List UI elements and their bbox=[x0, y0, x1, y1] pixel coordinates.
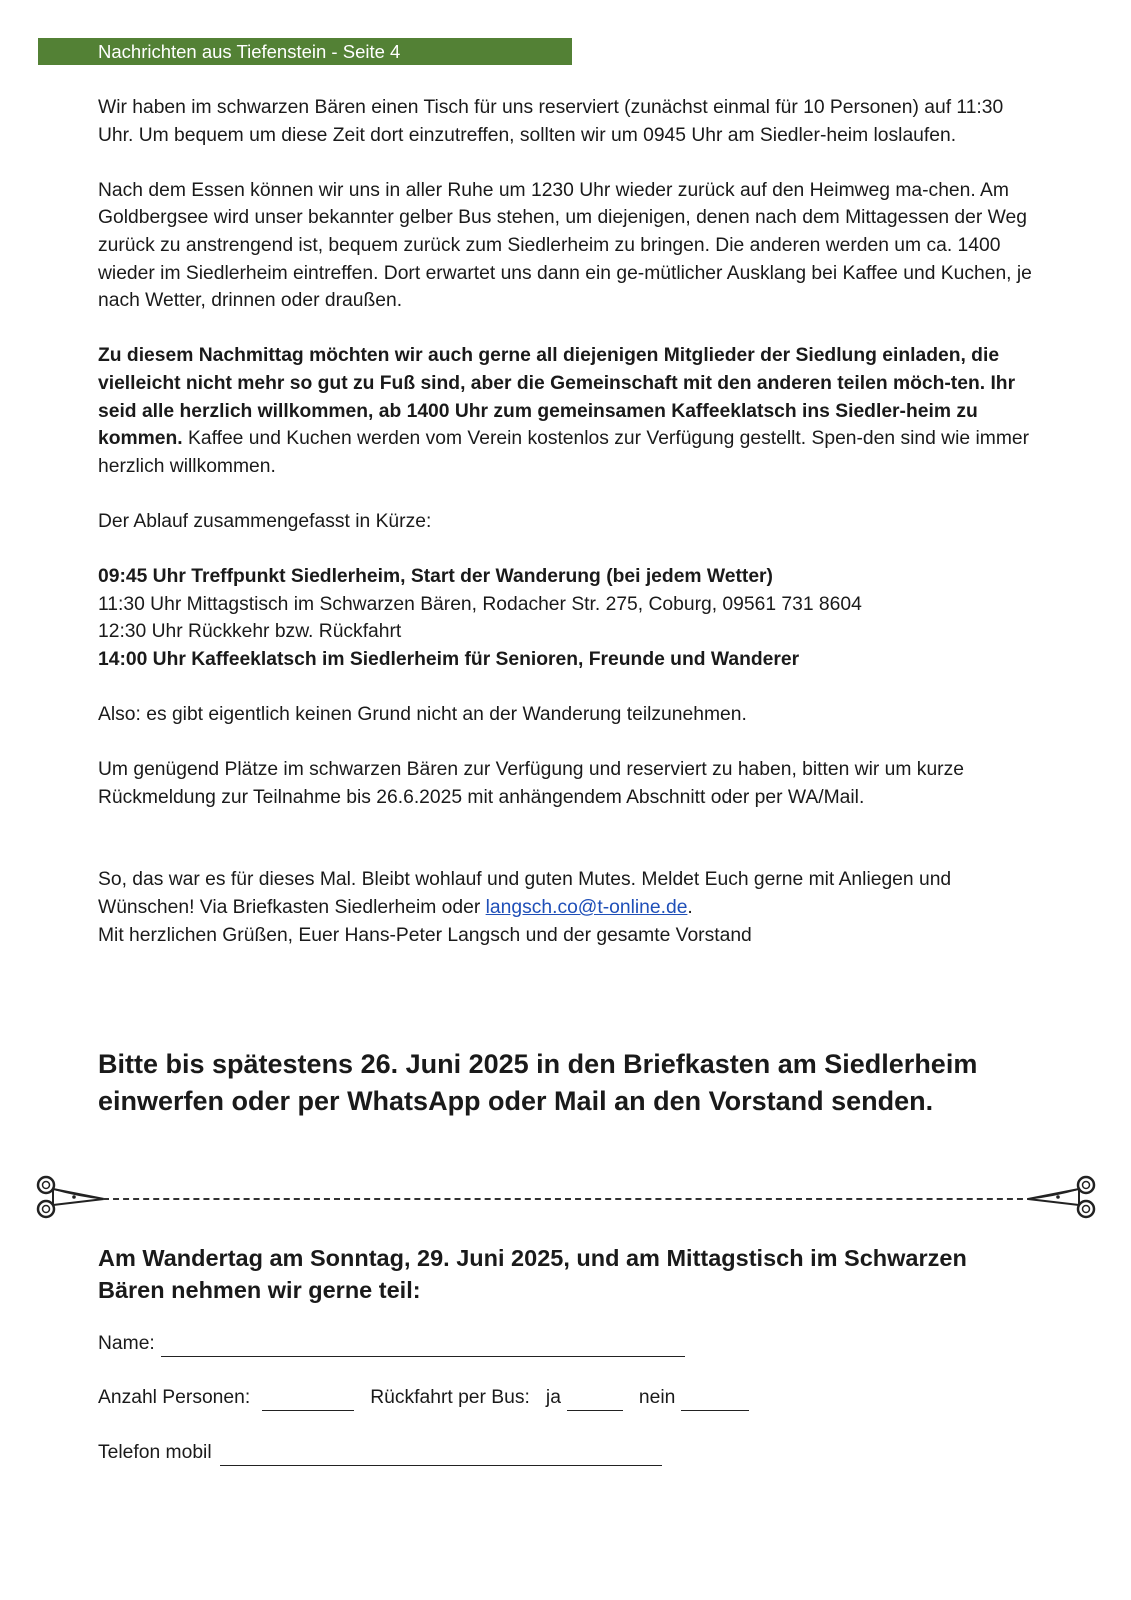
paragraph-no-reason: Also: es gibt eigentlich keinen Grund nicht an der Wanderung teilzunehmen. bbox=[98, 704, 747, 726]
paragraph-closing: So, das war es für dieses Mal. Bleibt wohlauf und guten Mutes. Meldet Euch gerne mit Anliegen und Wünschen! Via Briefkasten Siedlerheim oder langsch.co@t-online.de. bbox=[98, 869, 952, 919]
persons-field[interactable] bbox=[262, 1390, 354, 1411]
persons-row bbox=[98, 1384, 749, 1411]
invitation-bold: Zu diesem Nachmittag möchten wir auch gerne all diejenigen Mitglieder der Siedlung einladen, die vielleicht nicht mehr so gut zu Fuß sind, aber die Gemeinschaft mit den anderen teilen möch-ten. Ihr seid alle herzlich willkommen, ab 1400 Uhr zum gemeinsamen Kaffeeklatsch ins Siedler-heim zu kommen. bbox=[98, 345, 1016, 450]
email-link[interactable]: langsch.co@t-online.de bbox=[485, 897, 688, 919]
yes-field[interactable] bbox=[567, 1390, 623, 1411]
schedule-item: 12:30 Uhr Rückkehr bzw. Rückfahrt bbox=[98, 621, 402, 643]
cut-line bbox=[103, 1198, 1033, 1200]
persons-label: Anzahl Personen: bbox=[98, 1387, 251, 1408]
name-row bbox=[98, 1330, 685, 1357]
signature-line: Mit herzlichen Grüßen, Euer Hans-Peter Langsch und der gesamte Vorstand bbox=[98, 924, 752, 946]
bus-label: Rückfahrt per Bus: bbox=[370, 1387, 530, 1408]
page-header bbox=[38, 38, 572, 65]
scissors-icon bbox=[34, 1172, 114, 1222]
paragraph-reservation: Wir haben im schwarzen Bären einen Tisch für uns reserviert (zunächst einmal für 10 Personen) auf 11:30 Uhr. Um bequem um diese Zeit dort einzutreffen, sollten wir um 0945 Uhr am Siedler-heim loslaufen. bbox=[98, 97, 1004, 146]
schedule-item: 09:45 Uhr Treffpunkt Siedlerheim, Start der Wanderung (bei jedem Wetter) bbox=[98, 566, 773, 588]
phone-row bbox=[98, 1439, 662, 1466]
header-title: Nachrichten aus Tiefenstein - Seite 4 bbox=[98, 41, 401, 62]
paragraph-rsvp: Um genügend Plätze im schwarzen Bären zur Verfügung und reserviert zu haben, bitten wir um kurze Rückmeldung zur Teilnahme bis 26.6.2025 mit anhängendem Abschnitt oder per WA/Mail. bbox=[98, 759, 964, 808]
form-title: Am Wandertag am Sonntag, 29. Juni 2025, und am Mittagstisch im Schwarzen Bären nehmen wir gerne teil: bbox=[98, 1245, 967, 1303]
yes-label: ja bbox=[545, 1387, 561, 1408]
schedule-item: 11:30 Uhr Mittagstisch im Schwarzen Bären, Rodacher Str. 275, Coburg, 09561 731 8604 bbox=[98, 593, 862, 615]
phone-label: Telefon mobil bbox=[98, 1442, 212, 1463]
invitation-rest: Kaffee und Kuchen werden vom Verein kostenlos zur Verfügung gestellt. Spen-den sind wie immer herzlich willkommen. bbox=[98, 428, 1030, 477]
deadline-notice: Bitte bis spätestens 26. Juni 2025 in den Briefkasten am Siedlerheim einwerfen oder per WhatsApp oder Mail an den Vorstand senden. bbox=[98, 1049, 978, 1116]
scissors-icon bbox=[1018, 1172, 1098, 1222]
name-label: Name: bbox=[98, 1333, 155, 1354]
schedule-item: 14:00 Uhr Kaffeeklatsch im Siedlerheim für Senioren, Freunde und Wanderer bbox=[98, 648, 800, 670]
no-field[interactable] bbox=[681, 1390, 749, 1411]
paragraph-invitation bbox=[98, 342, 1043, 480]
article-body bbox=[98, 94, 1043, 949]
name-field[interactable] bbox=[161, 1336, 685, 1357]
paragraph-return: Nach dem Essen können wir uns in aller Ruhe um 1230 Uhr wieder zurück auf den Heimweg ma-chen. Am Goldbergsee wird unser bekannter gelber Bus stehen, um diejenigen, denen nach dem Mittagessen der Weg zurück zu anstrengend ist, bequem zurück zum Siedlerheim zu bringen. Die anderen werden um ca. 1400 wieder im Siedlerheim eintreffen. Dort erwartet uns dann ein ge-mütlicher Ausklang bei Kaffee und Kuchen, je nach Wetter, drinnen oder draußen. bbox=[98, 179, 1032, 312]
phone-field[interactable] bbox=[220, 1445, 662, 1466]
no-label: nein bbox=[638, 1387, 676, 1408]
summary-intro: Der Ablauf zusammengefasst in Kürze: bbox=[98, 510, 432, 532]
